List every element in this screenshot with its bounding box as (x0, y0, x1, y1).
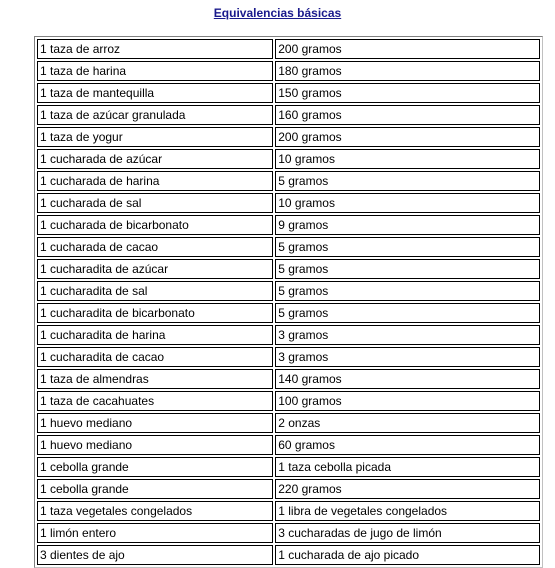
table-row (37, 303, 540, 323)
equivalent-cell: 60 gramos (275, 435, 540, 455)
ingredient-cell: 1 taza de almendras (37, 369, 273, 389)
equivalences-table (34, 36, 543, 568)
equivalent-cell: 5 gramos (275, 281, 540, 301)
ingredient-cell: 1 cucharadita de azúcar (37, 259, 273, 279)
ingredient-cell: 1 cucharadita de harina (37, 325, 273, 345)
table-row (37, 127, 540, 147)
ingredient-cell: 1 cucharada de azúcar (37, 149, 273, 169)
ingredient-cell: 1 cucharadita de sal (37, 281, 273, 301)
ingredient-cell: 1 taza vegetales congelados (37, 501, 273, 521)
ingredient-cell: 1 taza de arroz (37, 39, 273, 59)
table-row (37, 39, 540, 59)
equivalent-cell: 3 cucharadas de jugo de limón (275, 523, 540, 543)
table-row (37, 171, 540, 191)
table-row (37, 391, 540, 411)
table-row (37, 83, 540, 103)
ingredient-cell: 1 cucharada de cacao (37, 237, 273, 257)
table-row (37, 347, 540, 367)
table-row (37, 545, 540, 565)
ingredient-cell: 1 cucharadita de bicarbonato (37, 303, 273, 323)
page-title-link[interactable]: Equivalencias básicas (213, 6, 342, 20)
table-row (37, 259, 540, 279)
table-row (37, 369, 540, 389)
equivalent-cell: 150 gramos (275, 83, 540, 103)
table-row (37, 193, 540, 213)
equivalent-cell: 1 taza cebolla picada (275, 457, 540, 477)
equivalent-cell: 2 onzas (275, 413, 540, 433)
ingredient-cell: 1 taza de yogur (37, 127, 273, 147)
table-row (37, 61, 540, 81)
table-row (37, 413, 540, 433)
equivalent-cell: 3 gramos (275, 347, 540, 367)
equivalent-cell: 100 gramos (275, 391, 540, 411)
table-row (37, 237, 540, 257)
equivalent-cell: 1 cucharada de ajo picado (275, 545, 540, 565)
table-row (37, 523, 540, 543)
equivalent-cell: 10 gramos (275, 149, 540, 169)
ingredient-cell: 1 taza de azúcar granulada (37, 105, 273, 125)
table-row (37, 325, 540, 345)
ingredient-cell: 1 huevo mediano (37, 435, 273, 455)
ingredient-cell: 1 taza de cacahuates (37, 391, 273, 411)
table-row (37, 215, 540, 235)
equivalent-cell: 5 gramos (275, 171, 540, 191)
ingredient-cell: 3 dientes de ajo (37, 545, 273, 565)
equivalent-cell: 180 gramos (275, 61, 540, 81)
equivalent-cell: 3 gramos (275, 325, 540, 345)
table-row (37, 105, 540, 125)
equivalent-cell: 5 gramos (275, 259, 540, 279)
table-row (37, 435, 540, 455)
ingredient-cell: 1 huevo mediano (37, 413, 273, 433)
equivalent-cell: 200 gramos (275, 127, 540, 147)
ingredient-cell: 1 cucharada de sal (37, 193, 273, 213)
ingredient-cell: 1 taza de mantequilla (37, 83, 273, 103)
equivalent-cell: 160 gramos (275, 105, 540, 125)
ingredient-cell: 1 cebolla grande (37, 457, 273, 477)
equivalent-cell: 200 gramos (275, 39, 540, 59)
ingredient-cell: 1 cebolla grande (37, 479, 273, 499)
equivalent-cell: 140 gramos (275, 369, 540, 389)
ingredient-cell: 1 cucharada de bicarbonato (37, 215, 273, 235)
table-row (37, 149, 540, 169)
ingredient-cell: 1 limón entero (37, 523, 273, 543)
ingredient-cell: 1 cucharada de harina (37, 171, 273, 191)
table-row (37, 281, 540, 301)
table-row (37, 501, 540, 521)
equivalent-cell: 220 gramos (275, 479, 540, 499)
equivalent-cell: 10 gramos (275, 193, 540, 213)
ingredient-cell: 1 cucharadita de cacao (37, 347, 273, 367)
table-row (37, 457, 540, 477)
equivalent-cell: 1 libra de vegetales congelados (275, 501, 540, 521)
equivalent-cell: 5 gramos (275, 237, 540, 257)
ingredient-cell: 1 taza de harina (37, 61, 273, 81)
equivalent-cell: 9 gramos (275, 215, 540, 235)
table-row (37, 479, 540, 499)
equivalent-cell: 5 gramos (275, 303, 540, 323)
equivalences-table-body (37, 39, 540, 565)
